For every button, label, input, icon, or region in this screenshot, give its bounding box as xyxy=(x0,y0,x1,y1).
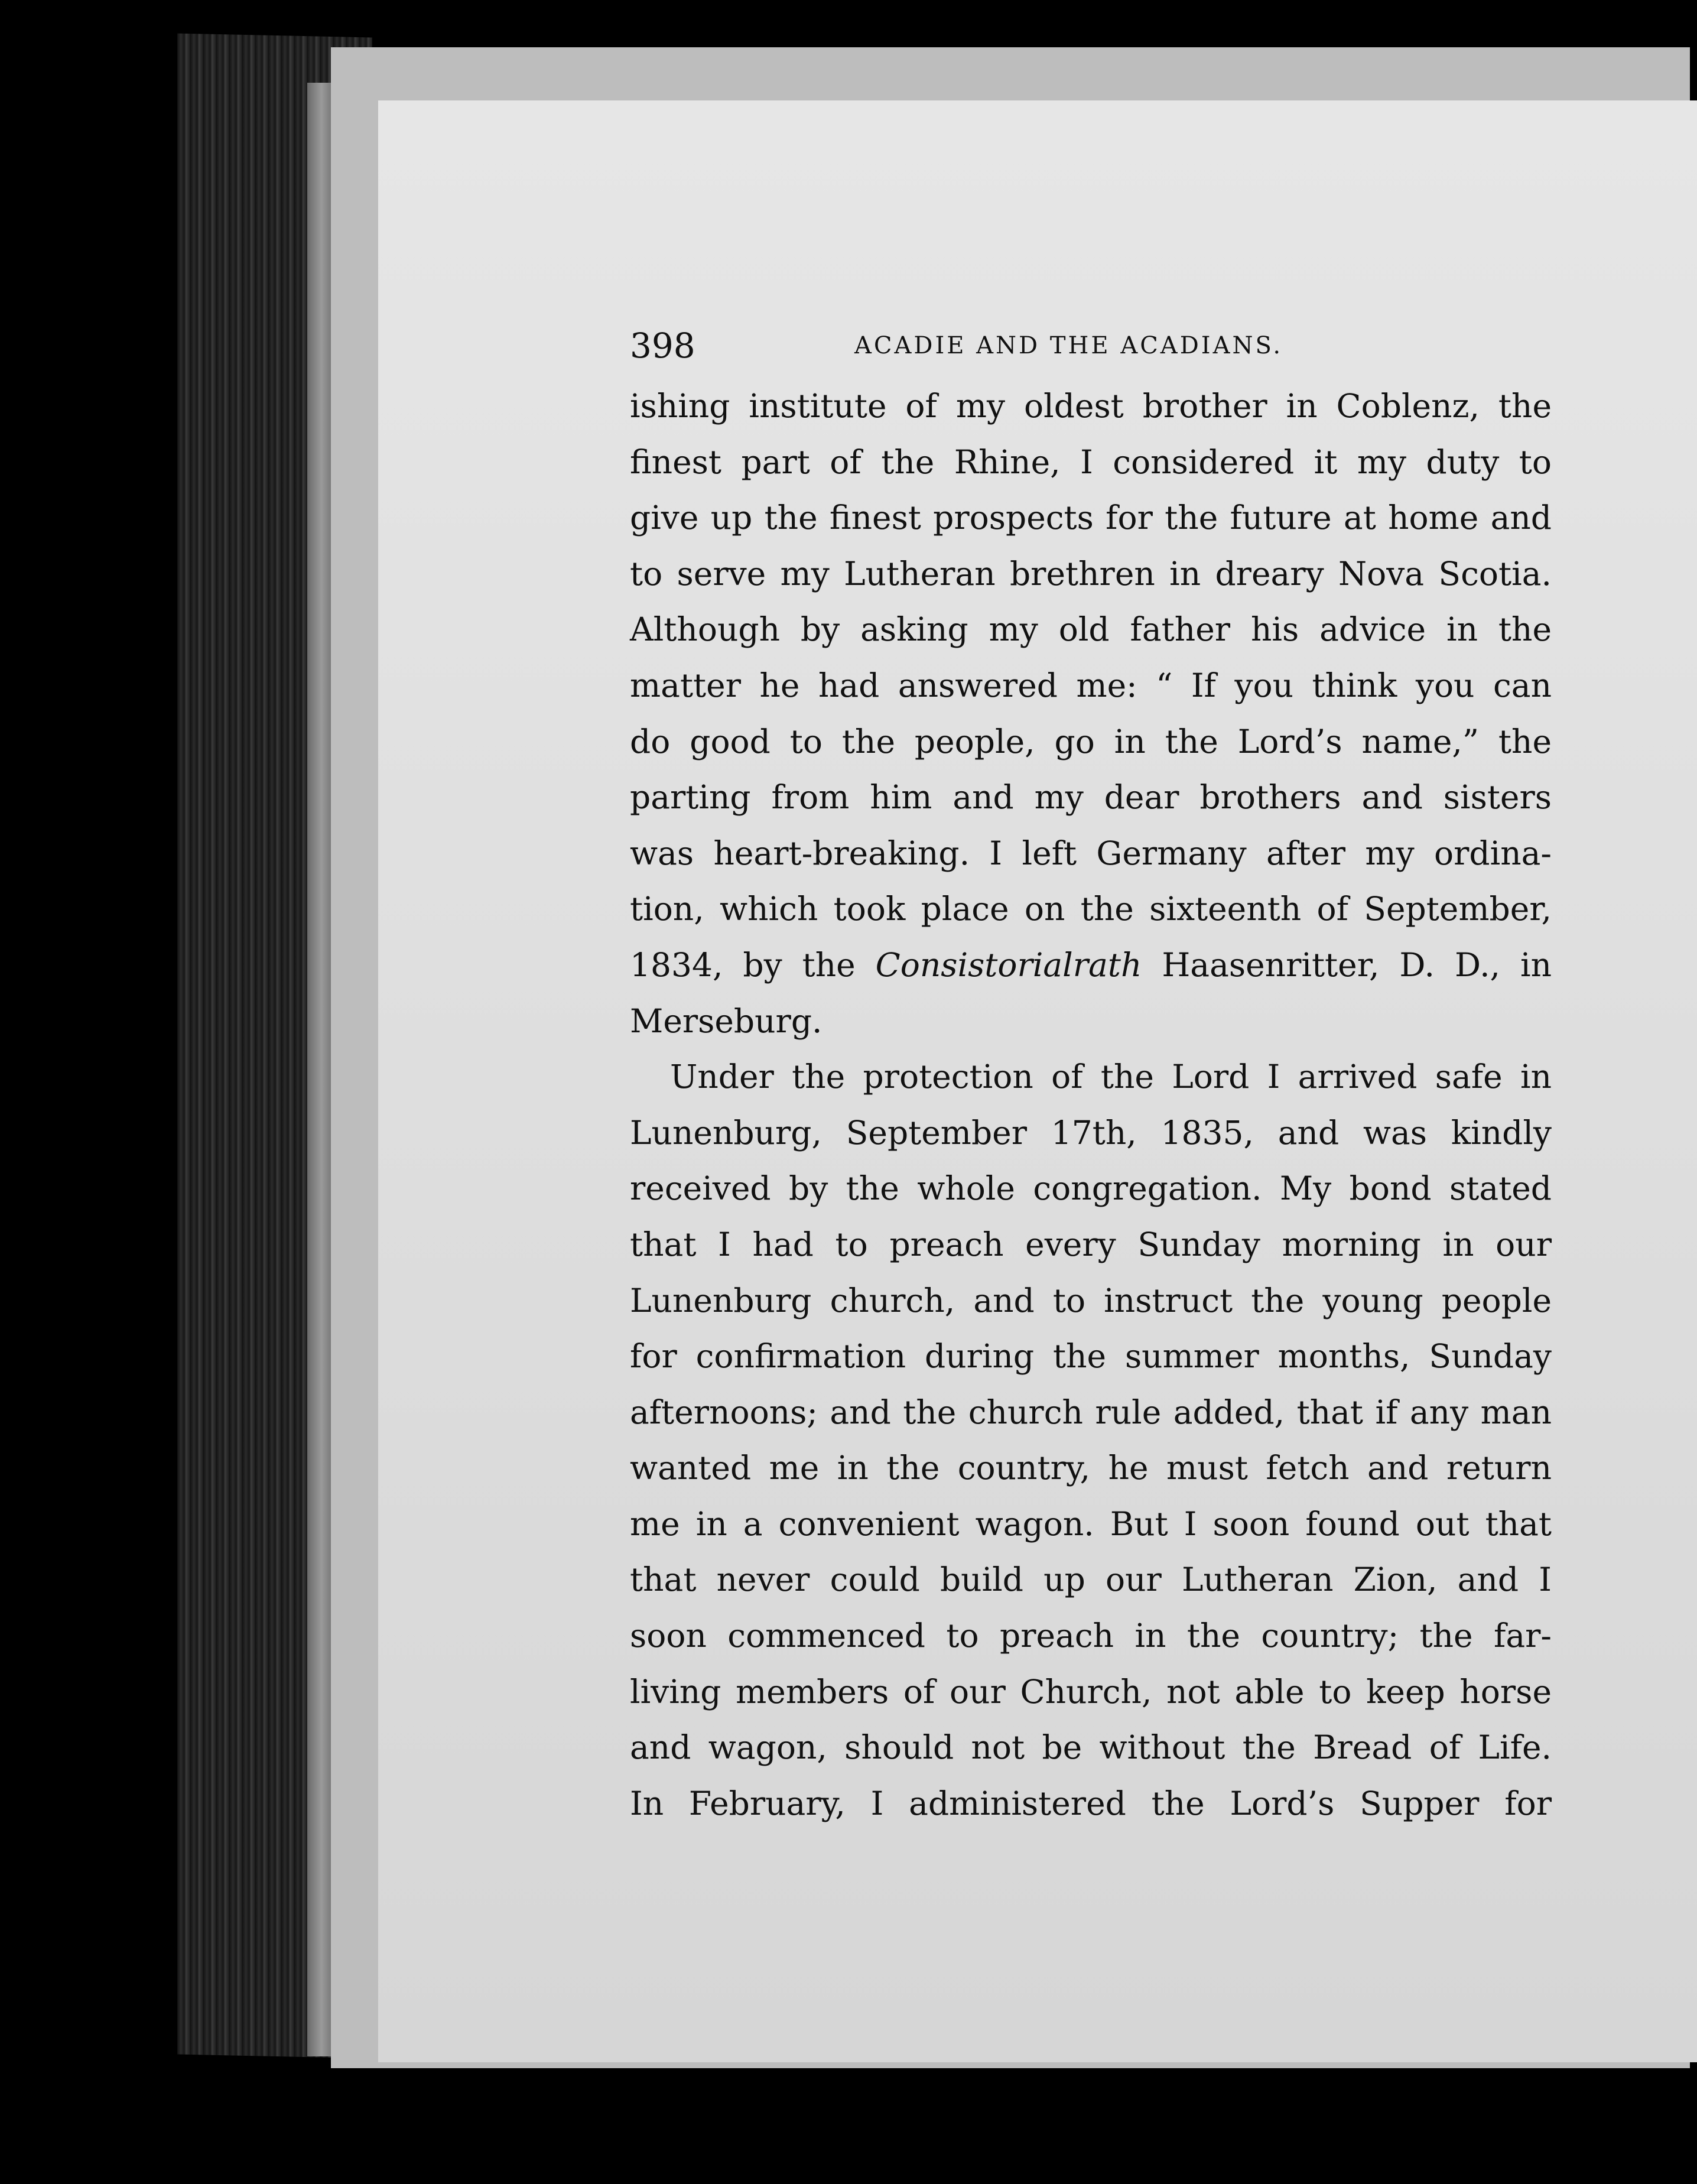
text-line: that I had to preach every Sunday morning in our xyxy=(630,1225,1552,1263)
running-head-title: ACADIE AND THE ACADIANS. xyxy=(854,332,1283,359)
text-line: matter he had answered me: “ If you think you can xyxy=(630,666,1552,704)
page-number: 398 xyxy=(630,326,695,366)
text-line: to serve my Lutheran brethren in dreary Nova Scotia. xyxy=(630,554,1552,593)
text-line: soon commenced to preach in the country; the far- xyxy=(630,1617,1552,1655)
text-line: Lunenburg, September 17th, 1835, and was kindly xyxy=(630,1113,1552,1152)
text-line: give up the finest prospects for the future at home and xyxy=(630,499,1552,537)
text-line: do good to the people, go in the Lord’s name,” the xyxy=(630,722,1552,760)
text-line: ishing institute of my oldest brother in Coblenz, the xyxy=(630,387,1552,425)
text-line: Although by asking my old father his advice in the xyxy=(630,610,1552,649)
text-line: for confirmation during the summer months, Sunday xyxy=(630,1337,1552,1376)
text-line: that never could build up our Lutheran Zion, and I xyxy=(630,1561,1552,1599)
body-text xyxy=(630,378,1552,1831)
text-line: and wagon, should not be without the Bread of Life. xyxy=(630,1728,1552,1767)
book-page xyxy=(378,100,1697,2062)
text-line: finest part of the Rhine, I considered it my duty to xyxy=(630,443,1552,481)
text-line: tion, which took place on the sixteenth of September, xyxy=(630,890,1552,928)
running-head xyxy=(630,319,1481,372)
text-line: me in a convenient wagon. But I soon found out that xyxy=(630,1504,1552,1543)
text-line: wanted me in the country, he must fetch and return xyxy=(630,1449,1552,1487)
paragraph-first-line: Under the protection of the Lord I arrived safe in xyxy=(670,1058,1552,1096)
text-line-with-italic xyxy=(630,937,1552,993)
text-line: received by the whole congregation. My bond stated xyxy=(630,1169,1552,1208)
text-line: afternoons; and the church rule added, that if any man xyxy=(630,1393,1552,1431)
text-line: parting from him and my dear brothers and sisters xyxy=(630,778,1552,817)
text-line: Merseburg. xyxy=(630,1002,823,1040)
text-line: was heart-breaking. I left Germany after my ordina- xyxy=(630,834,1552,872)
italic-term: Consistorialrath xyxy=(875,945,1142,984)
text-segment: Haasenritter, D. D., in xyxy=(1142,945,1552,984)
text-segment: 1834, by the xyxy=(630,945,876,984)
text-line: Lunenburg church, and to instruct the young people xyxy=(630,1281,1552,1320)
text-line: living members of our Church, not able to keep horse xyxy=(630,1672,1552,1711)
text-line: In February, I administered the Lord’s Supper for xyxy=(630,1784,1552,1822)
